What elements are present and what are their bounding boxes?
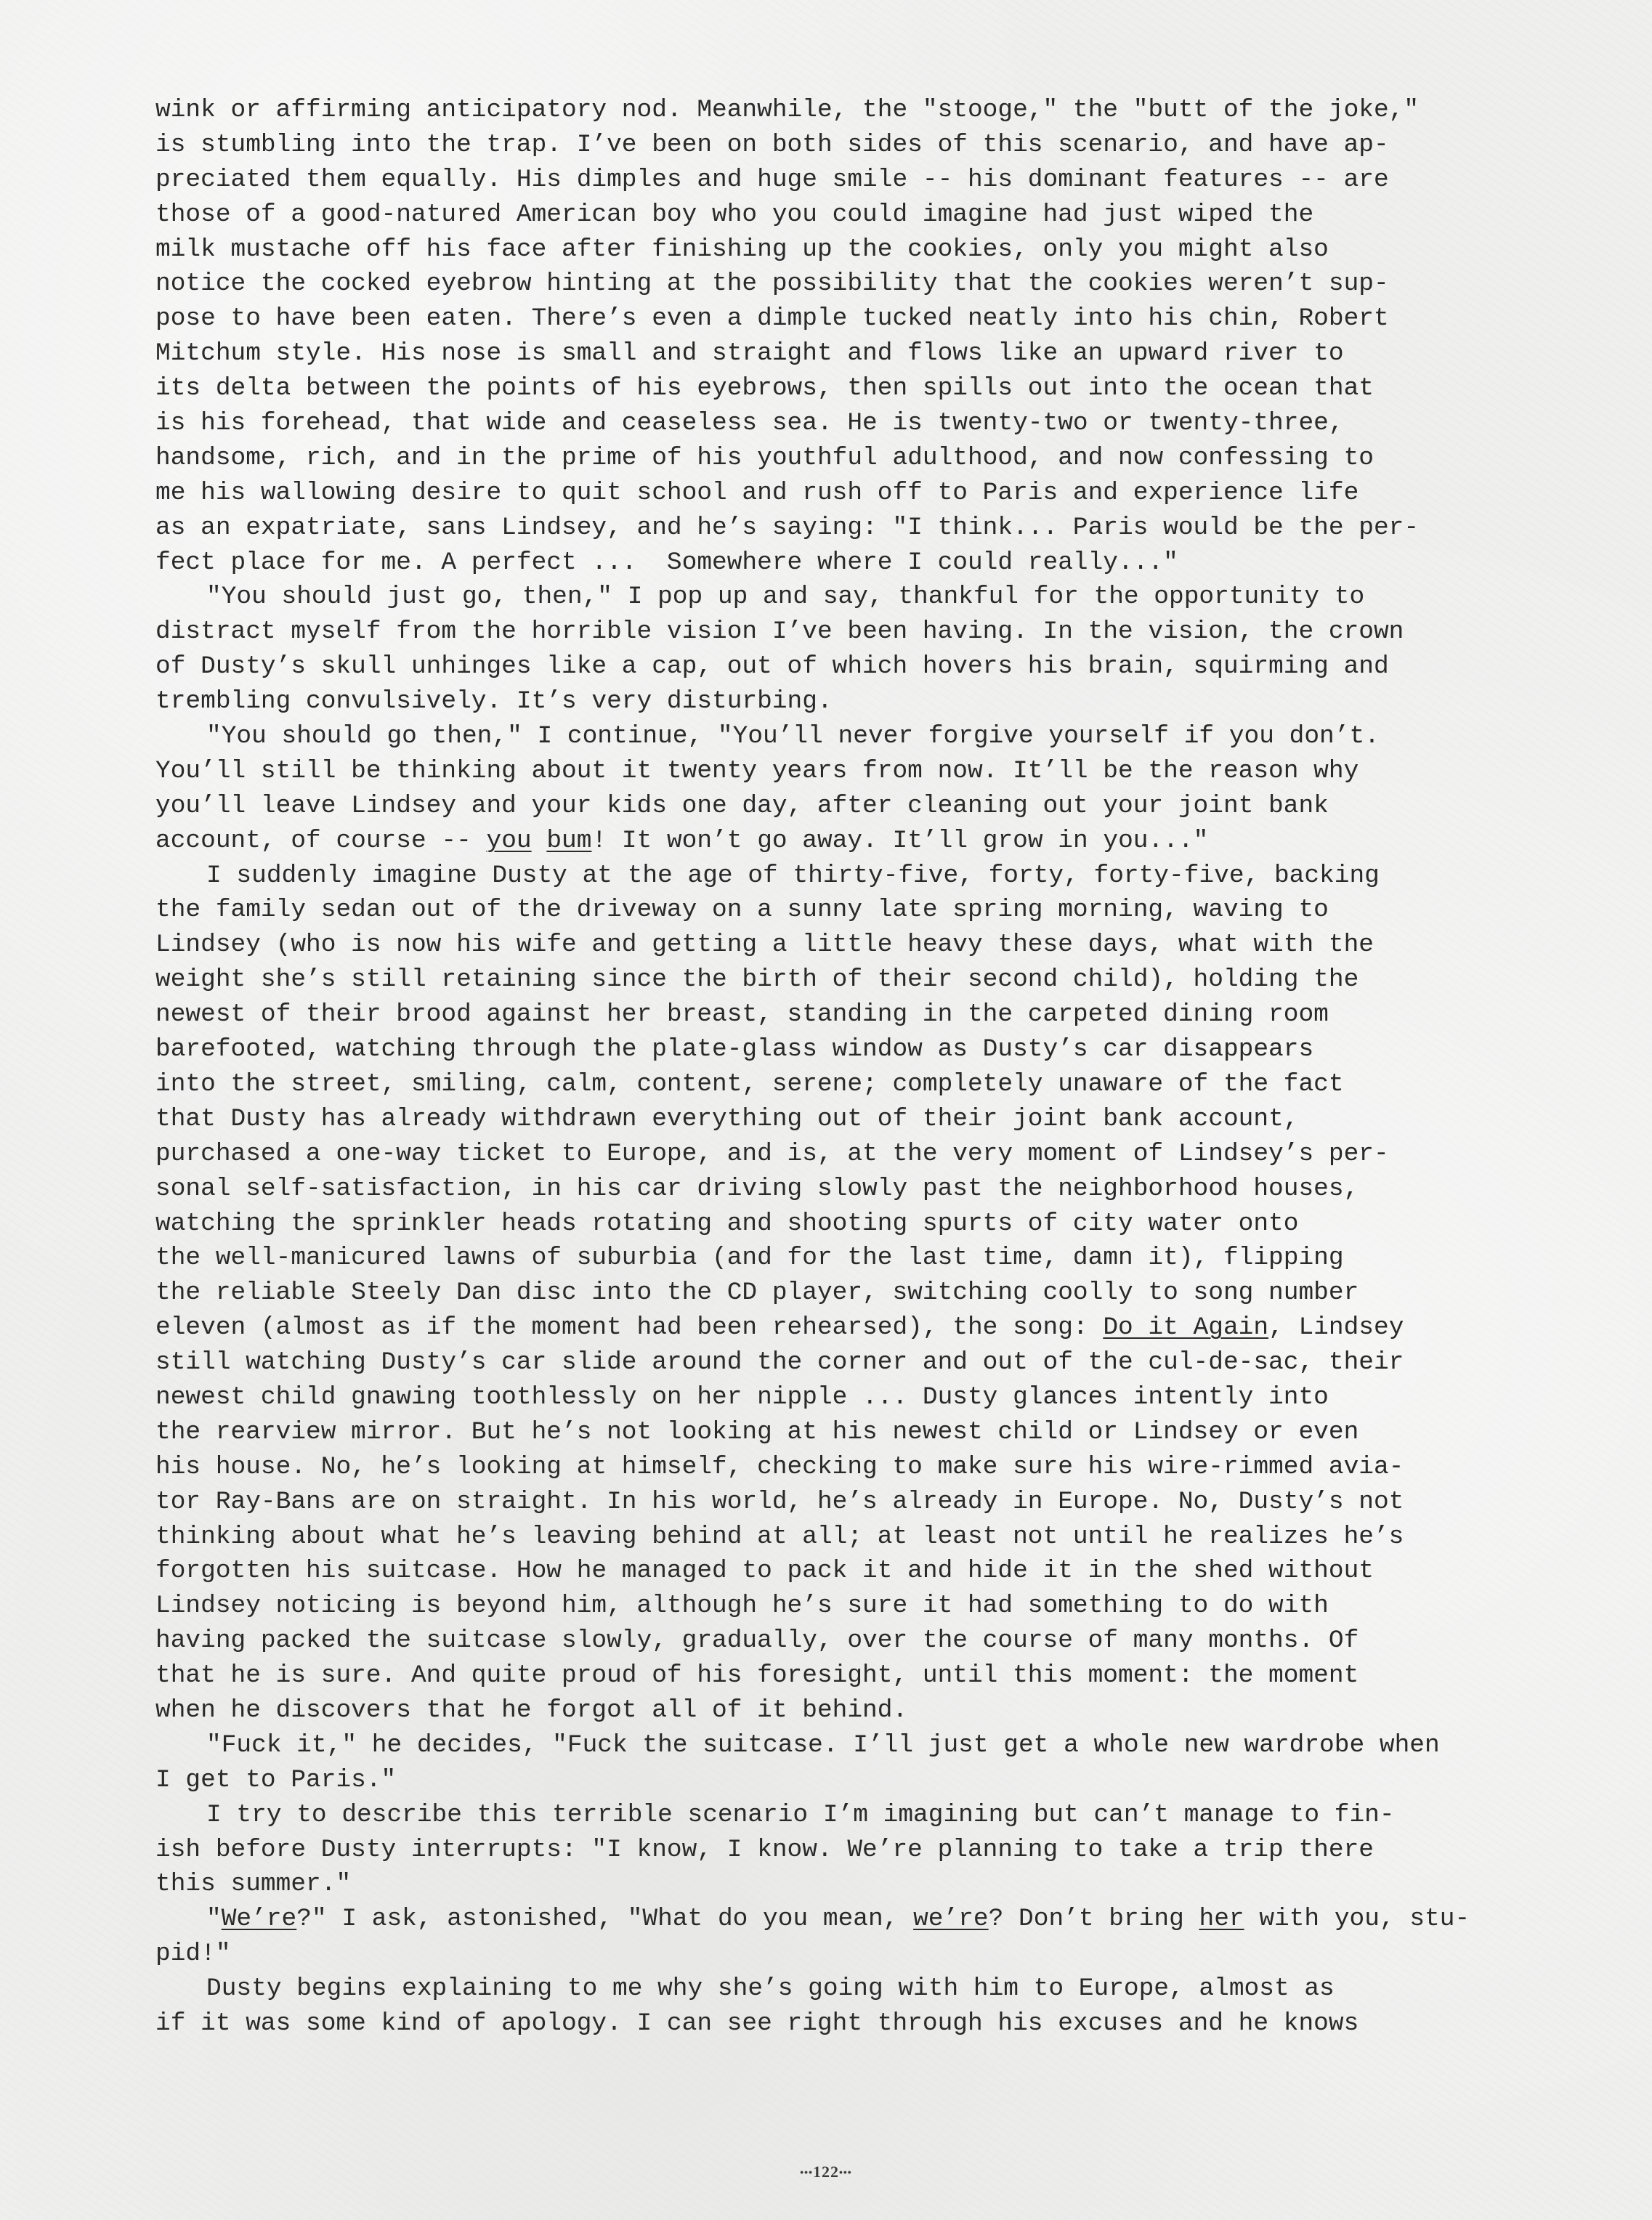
- text-line: "You should just go, then," I pop up and say, thankful for the opportunity to: [206, 583, 1365, 612]
- text-line: pose to have been eaten. There’s even a dimple tucked neatly into his chin, Robert: [155, 304, 1389, 333]
- underlined-text: bum: [546, 826, 592, 855]
- text-line: trembling convulsively. It’s very disturbing.: [155, 687, 833, 716]
- text-line: me his wallowing desire to quit school and rush off to Paris and experience life: [155, 478, 1359, 507]
- text-line: having packed the suitcase slowly, gradually, over the course of many months. Of: [155, 1626, 1359, 1656]
- text-segment: ": [206, 1905, 222, 1934]
- text-line: into the street, smiling, calm, content, serene; completely unaware of the fact: [155, 1069, 1344, 1098]
- text-line: weight she’s still retaining since the birth of their second child), holding the: [155, 965, 1359, 994]
- text-line: I try to describe this terrible scenario I’m imagining but can’t manage to fin-: [206, 1800, 1395, 1829]
- text-line: you’ll leave Lindsey and your kids one day, after cleaning out your joint bank: [155, 791, 1329, 820]
- text-line: fect place for me. A perfect ... Somewhere where I could really...": [155, 548, 1178, 577]
- text-line: [155, 824, 1456, 859]
- text-line: notice the cocked eyebrow hinting at the possibility that the cookies weren’t sup-: [155, 270, 1389, 299]
- text-line: those of a good-natured American boy who you could imagine had just wiped the: [155, 200, 1314, 229]
- text-line: Lindsey noticing is beyond him, although he’s sure it had something to do with: [155, 1592, 1329, 1621]
- underlined-text: we’re: [913, 1905, 989, 1934]
- text-segment: with you, stu-: [1244, 1905, 1470, 1934]
- text-line: sonal self-satisfaction, in his car driving slowly past the neighborhood houses,: [155, 1174, 1359, 1203]
- text-line: pid!": [155, 1940, 231, 1969]
- text-line: purchased a one-way ticket to Europe, and is, at the very moment of Lindsey’s per-: [155, 1139, 1389, 1168]
- text-line: milk mustache off his face after finishing up the cookies, only you might also: [155, 235, 1329, 264]
- text-line: as an expatriate, sans Lindsey, and he’s saying: "I think... Paris would be the per-: [155, 513, 1420, 542]
- text-segment: , Lindsey: [1268, 1313, 1404, 1342]
- text-line: the well-manicured lawns of suburbia (and for the last time, damn it), flipping: [155, 1244, 1344, 1273]
- text-line: newest of their brood against her breast, standing in the carpeted dining room: [155, 1000, 1329, 1029]
- text-line: that Dusty has already withdrawn everything out of their joint bank account,: [155, 1104, 1299, 1133]
- text-line: that he is sure. And quite proud of his foresight, until this moment: the moment: [155, 1661, 1359, 1690]
- text-line: watching the sprinkler heads rotating and shooting spurts of city water onto: [155, 1209, 1299, 1238]
- text-line: is his forehead, that wide and ceaseless sea. He is twenty-two or twenty-three,: [155, 409, 1344, 438]
- text-line: [155, 1310, 1456, 1345]
- page-number-ornament-left: •••: [800, 2167, 813, 2179]
- underlined-text: Do it Again: [1103, 1313, 1269, 1342]
- page-body-text: [155, 93, 1470, 2041]
- text-line: the reliable Steely Dan disc into the CD player, switching coolly to song number: [155, 1279, 1359, 1308]
- text-line: forgotten his suitcase. How he managed to pack it and hide it in the shed without: [155, 1557, 1374, 1586]
- text-segment: [532, 827, 547, 855]
- text-segment: ? Don’t bring: [988, 1905, 1199, 1934]
- text-line: is stumbling into the trap. I’ve been on both sides of this scenario, and have ap-: [155, 130, 1389, 159]
- text-line: "You should go then," I continue, "You’ll never forgive yourself if you don’t.: [206, 722, 1380, 751]
- text-segment: account, of course --: [155, 826, 487, 855]
- text-line: the family sedan out of the driveway on a sunny late spring morning, waving to: [155, 896, 1329, 925]
- page-number-value: 122: [813, 2163, 839, 2181]
- underlined-text: We’re: [221, 1905, 297, 1934]
- text-line: I suddenly imagine Dusty at the age of thirty-five, forty, forty-five, backing: [206, 861, 1380, 890]
- text-segment: ! It won’t go away. It’ll grow in you...": [591, 826, 1209, 855]
- text-segment: ?" I ask, astonished, "What do you mean,: [296, 1905, 914, 1934]
- text-line: newest child gnawing toothlessly on her nipple ... Dusty glances intently into: [155, 1382, 1329, 1411]
- text-line: Lindsey (who is now his wife and getting a little heavy these days, what with the: [155, 931, 1374, 960]
- text-line: its delta between the points of his eyebrows, then spills out into the ocean that: [155, 374, 1374, 403]
- text-line: when he discovers that he forgot all of it behind.: [155, 1696, 908, 1725]
- text-line: distract myself from the horrible vision I’ve been having. In the vision, the crown: [155, 617, 1404, 647]
- underlined-text: her: [1199, 1905, 1244, 1934]
- text-line: his house. No, he’s looking at himself, checking to make sure his wire-rimmed avia-: [155, 1452, 1404, 1481]
- text-line: I get to Paris.": [155, 1765, 397, 1794]
- page-number-ornament-right: •••: [839, 2167, 852, 2179]
- text-line: You’ll still be thinking about it twenty years from now. It’ll be the reason why: [155, 756, 1359, 785]
- text-line: if it was some kind of apology. I can see right through his excuses and he knows: [155, 2009, 1359, 2038]
- text-line: barefooted, watching through the plate-glass window as Dusty’s car disappears: [155, 1035, 1314, 1064]
- text-line: Mitchum style. His nose is small and straight and flows like an upward river to: [155, 339, 1344, 368]
- text-line: tor Ray-Bans are on straight. In his world, he’s already in Europe. No, Dusty’s not: [155, 1487, 1404, 1516]
- text-line: ish before Dusty interrupts: "I know, I know. We’re planning to take a trip there: [155, 1835, 1374, 1864]
- text-line: "Fuck it," he decides, "Fuck the suitcase. I’ll just get a whole new wardrobe when: [206, 1730, 1440, 1759]
- text-line: this summer.": [155, 1870, 352, 1899]
- text-line: handsome, rich, and in the prime of his youthful adulthood, and now confessing to: [155, 443, 1374, 472]
- text-line: wink or affirming anticipatory nod. Meanwhile, the "stooge," the "butt of the joke,": [155, 96, 1420, 124]
- text-line: [155, 1902, 1470, 1937]
- text-line: still watching Dusty’s car slide around the corner and out of the cul-de-sac, their: [155, 1348, 1404, 1377]
- text-line: the rearview mirror. But he’s not looking at his newest child or Lindsey or even: [155, 1417, 1359, 1446]
- text-segment: eleven (almost as if the moment had been rehearsed), the song:: [155, 1313, 1104, 1342]
- page-number: [0, 2163, 1652, 2181]
- text-line: thinking about what he’s leaving behind at all; at least not until he realizes he’s: [155, 1522, 1404, 1551]
- text-line: of Dusty’s skull unhinges like a cap, out of which hovers his brain, squirming and: [155, 652, 1389, 681]
- underlined-text: you: [486, 826, 532, 855]
- text-line: preciated them equally. His dimples and huge smile -- his dominant features -- are: [155, 165, 1389, 194]
- text-line: Dusty begins explaining to me why she’s going with him to Europe, almost as: [206, 1974, 1335, 2004]
